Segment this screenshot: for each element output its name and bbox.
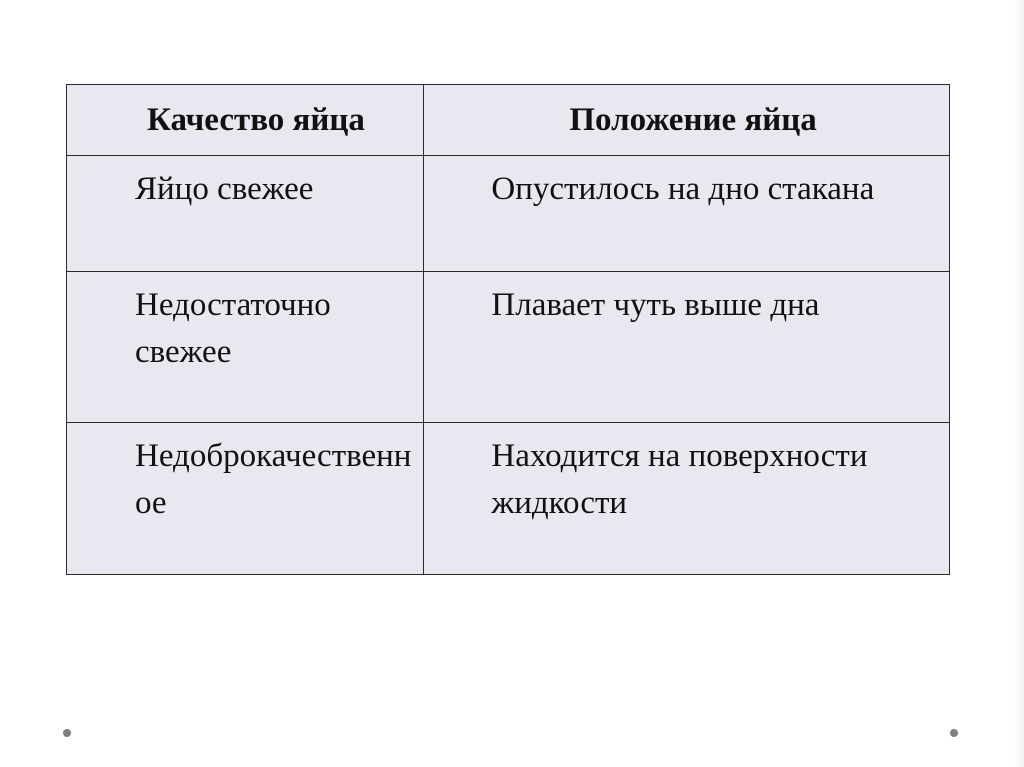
- slide-nav-right-dot-icon[interactable]: [950, 729, 958, 737]
- table-row: [67, 156, 950, 272]
- cell-quality: Недостаточно свежее: [67, 272, 424, 423]
- slide-nav-left-dot-icon[interactable]: [63, 729, 71, 737]
- cell-position: Плавает чуть выше дна: [424, 272, 950, 423]
- table-row: [67, 423, 950, 575]
- header-quality: Качество яйца: [67, 85, 424, 156]
- egg-quality-table: [66, 84, 950, 575]
- slide-edge-shadow: [1014, 0, 1024, 767]
- table-header-row: [67, 85, 950, 156]
- cell-quality-text: Недоброкачественное: [135, 438, 412, 521]
- header-position: Положение яйца: [424, 85, 950, 156]
- cell-quality: [67, 423, 424, 575]
- cell-position: Находится на поверхности жидкости: [424, 423, 950, 575]
- cell-quality: Яйцо свежее: [67, 156, 424, 272]
- cell-position: Опустилось на дно стакана: [424, 156, 950, 272]
- table-row: [67, 272, 950, 423]
